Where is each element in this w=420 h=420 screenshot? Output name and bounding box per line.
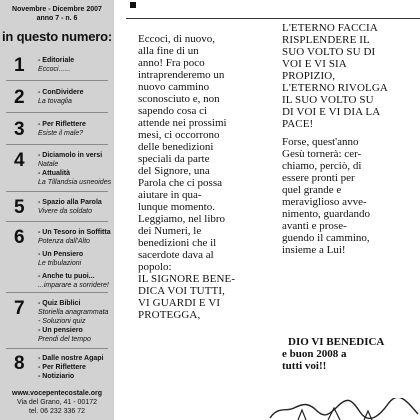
toc-item-subtitle: Esiste il male? bbox=[38, 130, 84, 137]
text-line: alla fine di un bbox=[138, 45, 199, 57]
toc-item-subtitle: - Soluzioni quiz bbox=[38, 318, 86, 325]
text-line: meraviglioso avve- bbox=[282, 196, 367, 208]
text-line: benedizioni che il bbox=[138, 237, 217, 249]
text-line: anno! Fra poco bbox=[138, 57, 205, 69]
toc-item-subtitle: La tovaglia bbox=[38, 98, 72, 105]
text-line: Forse, quest'anno bbox=[282, 136, 359, 148]
toc-item-title: - Anche tu puoi... bbox=[38, 273, 95, 280]
toc-page-number: 2 bbox=[14, 87, 25, 108]
logo-mark-icon bbox=[130, 2, 136, 8]
text-line: nimento, guardando bbox=[282, 208, 370, 220]
sidebar bbox=[0, 0, 114, 420]
toc-page-number: 8 bbox=[14, 353, 25, 374]
toc-title: in questo numero: bbox=[2, 29, 112, 44]
toc-item-title: - Un Pensiero bbox=[38, 251, 84, 258]
toc-page-number: 7 bbox=[14, 298, 25, 319]
text-line: DICA VOI TUTTI, bbox=[138, 285, 225, 297]
text-line: delle benedizioni bbox=[138, 141, 214, 153]
phone: tel. 06 232 336 72 bbox=[28, 408, 86, 415]
text-line: mesi, ci occorrono bbox=[138, 129, 220, 141]
sidebar-footer bbox=[0, 389, 114, 416]
text-line: Eccoci, di nuovo, bbox=[138, 33, 215, 45]
text-line: sacerdote dava al bbox=[138, 249, 214, 261]
website-url: www.vocepentecostale.org bbox=[12, 390, 102, 397]
text-line: tutti voi!! bbox=[282, 360, 327, 372]
closing-blessing bbox=[282, 336, 384, 372]
text-line: sconosciuto e, non bbox=[138, 93, 220, 105]
toc-divider bbox=[6, 112, 108, 113]
toc-divider bbox=[6, 221, 108, 222]
toc-divider bbox=[6, 292, 108, 293]
text-line: aiutare in qua- bbox=[138, 189, 202, 201]
toc-item-subtitle: Prendi del tempo bbox=[38, 336, 91, 343]
toc-item-subtitle: Le tribulazioni bbox=[38, 260, 82, 267]
toc-divider bbox=[6, 191, 108, 192]
text-line: DI VOI E VI DIA LA bbox=[282, 106, 381, 118]
decorative-sketch-icon bbox=[268, 398, 420, 420]
text-line: PROTEGGA, bbox=[138, 309, 201, 321]
text-line: guendo il cammino, bbox=[282, 232, 370, 244]
address: Via del Grano, 41 - 00172 bbox=[16, 399, 98, 406]
text-line: Parola che ci possa bbox=[138, 177, 222, 189]
toc-item-subtitle: ...imparare a sorridere! bbox=[38, 282, 109, 289]
text-line: attende nei prossimi bbox=[138, 117, 227, 129]
text-line: IL SUO VOLTO SU bbox=[282, 94, 374, 106]
text-line: chiamo, perciò, di bbox=[282, 160, 362, 172]
toc-page-number: 6 bbox=[14, 227, 25, 248]
article-column-2 bbox=[282, 22, 388, 256]
toc-item-subtitle: Vivere da soldato bbox=[38, 208, 92, 215]
toc-page-number: 3 bbox=[14, 119, 25, 140]
toc-item-subtitle: Potenza dall'Alto bbox=[38, 238, 90, 245]
toc-item-title: - Spazio alla Parola bbox=[38, 199, 102, 206]
toc-item-title: - Un pensiero bbox=[38, 327, 83, 334]
text-line: e buon 2008 a bbox=[282, 348, 347, 360]
issue-number: anno 7 - n. 6 bbox=[36, 15, 78, 22]
toc-item-title: - Per Riflettere bbox=[38, 121, 86, 128]
text-line: sapendo cosa ci bbox=[138, 105, 208, 117]
toc-page-number: 5 bbox=[14, 197, 25, 218]
toc-item-subtitle: Natale bbox=[38, 161, 59, 168]
toc-item-title: - Editoriale bbox=[38, 57, 75, 64]
text-line: VI GUARDI E VI bbox=[138, 297, 221, 309]
toc-item-title: - Dalle nostre Agapi bbox=[38, 355, 104, 362]
text-line: avanti e prose- bbox=[282, 220, 347, 232]
text-line: VOI E VI SIA bbox=[282, 58, 347, 70]
text-line: Leggiamo, nel libro bbox=[138, 213, 226, 225]
text-line: DIO VI BENEDICA bbox=[288, 336, 385, 348]
text-line: speciali da parte bbox=[138, 153, 210, 165]
text-line: essere pronti per bbox=[282, 172, 355, 184]
toc-divider bbox=[6, 80, 108, 81]
text-line: quel grande e bbox=[282, 184, 342, 196]
issue-header bbox=[0, 0, 114, 23]
text-line: L'ETERNO RIVOLGA bbox=[282, 82, 388, 94]
toc-item-title: - Attualità bbox=[38, 170, 71, 177]
text-line: RISPLENDERE IL bbox=[282, 34, 370, 46]
text-line: nuovo cammino bbox=[138, 81, 210, 93]
issue-date: Novembre - Dicembre 2007 bbox=[12, 6, 102, 13]
text-line: intraprenderemo un bbox=[138, 69, 225, 81]
toc-page-number: 4 bbox=[14, 150, 25, 171]
text-line: lunque momento. bbox=[138, 201, 215, 213]
toc-item-subtitle: La Tillandsia usneoides bbox=[38, 179, 112, 186]
text-line: PACE! bbox=[282, 118, 314, 130]
text-line: del Signore, una bbox=[138, 165, 210, 177]
toc-item-title: - Quiz Biblici bbox=[38, 300, 81, 307]
text-line: SUO VOLTO SU DI bbox=[282, 46, 376, 58]
header-rule bbox=[126, 18, 420, 19]
text-line: insieme a Lui! bbox=[282, 244, 346, 256]
toc-divider bbox=[6, 348, 108, 349]
toc-item-title: - Per Riflettere bbox=[38, 364, 86, 371]
text-line: Gesù tornerà: cer- bbox=[282, 148, 362, 160]
toc-page-number: 1 bbox=[14, 55, 25, 76]
article-column-1 bbox=[138, 33, 235, 321]
toc-item-title: - Diciamolo in versi bbox=[38, 152, 103, 159]
toc-item-title: - Un Tesoro in Soffitta bbox=[38, 229, 111, 236]
toc-item-subtitle: Eccoci...... bbox=[38, 66, 71, 73]
text-line: IL SIGNORE BENE- bbox=[138, 273, 236, 285]
text-line: popolo: bbox=[138, 261, 172, 273]
toc-item-title: - ConDividere bbox=[38, 89, 84, 96]
toc-item-subtitle: Storiella anagrammata bbox=[38, 309, 109, 316]
text-line: dei Numeri, le bbox=[138, 225, 202, 237]
text-line: PROPIZIO, bbox=[282, 70, 336, 82]
text-line: L'ETERNO FACCIA bbox=[282, 22, 378, 34]
toc-item-title: - Notiziario bbox=[38, 373, 75, 380]
toc-divider bbox=[6, 144, 108, 145]
